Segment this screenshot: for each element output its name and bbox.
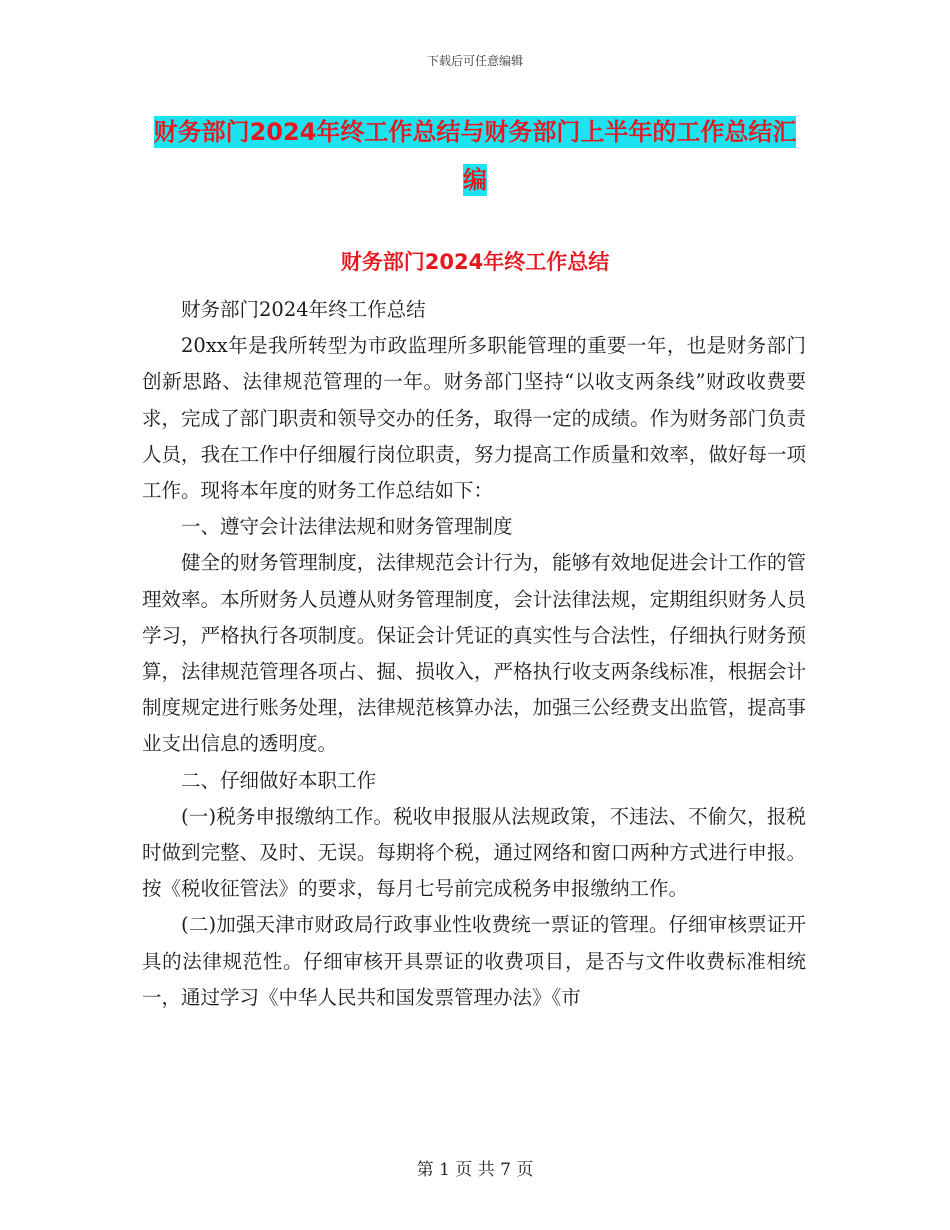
page-header: 下载后可任意编辑 xyxy=(426,54,523,68)
document-main-title xyxy=(150,108,800,204)
document-body xyxy=(142,292,806,1016)
paragraph-heading: 一、遵守会计法律法规和财务管理制度 xyxy=(181,515,513,539)
paragraph: (二)加强天津市财政局行政事业性收费统一票证的管理。仔细审核票证开具的法律规范性。仔细审核开具票证的收费项目，是否与文件收费标准相统一，通过学习《中华人民共和国发票管理办法》《市 xyxy=(142,913,806,1009)
paragraph: 健全的财务管理制度，法律规范会计行为，能够有效地促进会计工作的管理效率。本所财务人员遵从财务管理制度，会计法律法规，定期组织财务人员学习，严格执行各项制度。保证会计凭证的真实性与合法性，仔细执行财务预算，法律规范管理各项占、掘、损收入，严格执行收支两条线标准，根据会计制度规定进行账务处理，法律规范核算办法，加强三公经费支出监管，提高事业支出信息的透明度。 xyxy=(142,551,806,756)
main-title-text: 财务部门2024年终工作总结与财务部门上半年的工作总结汇编 xyxy=(153,118,797,194)
paragraph: (一)税务申报缴纳工作。税收申报服从法规政策，不违法、不偷欠，报税时做到完整、及时、无误。每期将个税，通过网络和窗口两种方式进行申报。按《税收征管法》的要求，每月七号前完成税务申报缴纳工作。 xyxy=(142,804,806,901)
paragraph-heading: 二、仔细做好本职工作 xyxy=(181,768,377,792)
paragraph: 财务部门2024年终工作总结 xyxy=(181,298,426,321)
paragraph: 20xx年是我所转型为市政监理所多职能管理的重要一年，也是财务部门创新思路、法律规范管理的一年。财务部门坚持“以收支两条线”财政收费要求，完成了部门职责和领导交办的任务，取得一定的成绩。作为财务部门负责人员，我在工作中仔细履行岗位职责，努力提高工作质量和效率，做好每一项工作。现将本年度的财务工作总结如下： xyxy=(142,334,806,503)
section-title: 财务部门2024年终工作总结 xyxy=(340,250,610,274)
page-footer: 第 1 页 共 7 页 xyxy=(416,1160,534,1180)
